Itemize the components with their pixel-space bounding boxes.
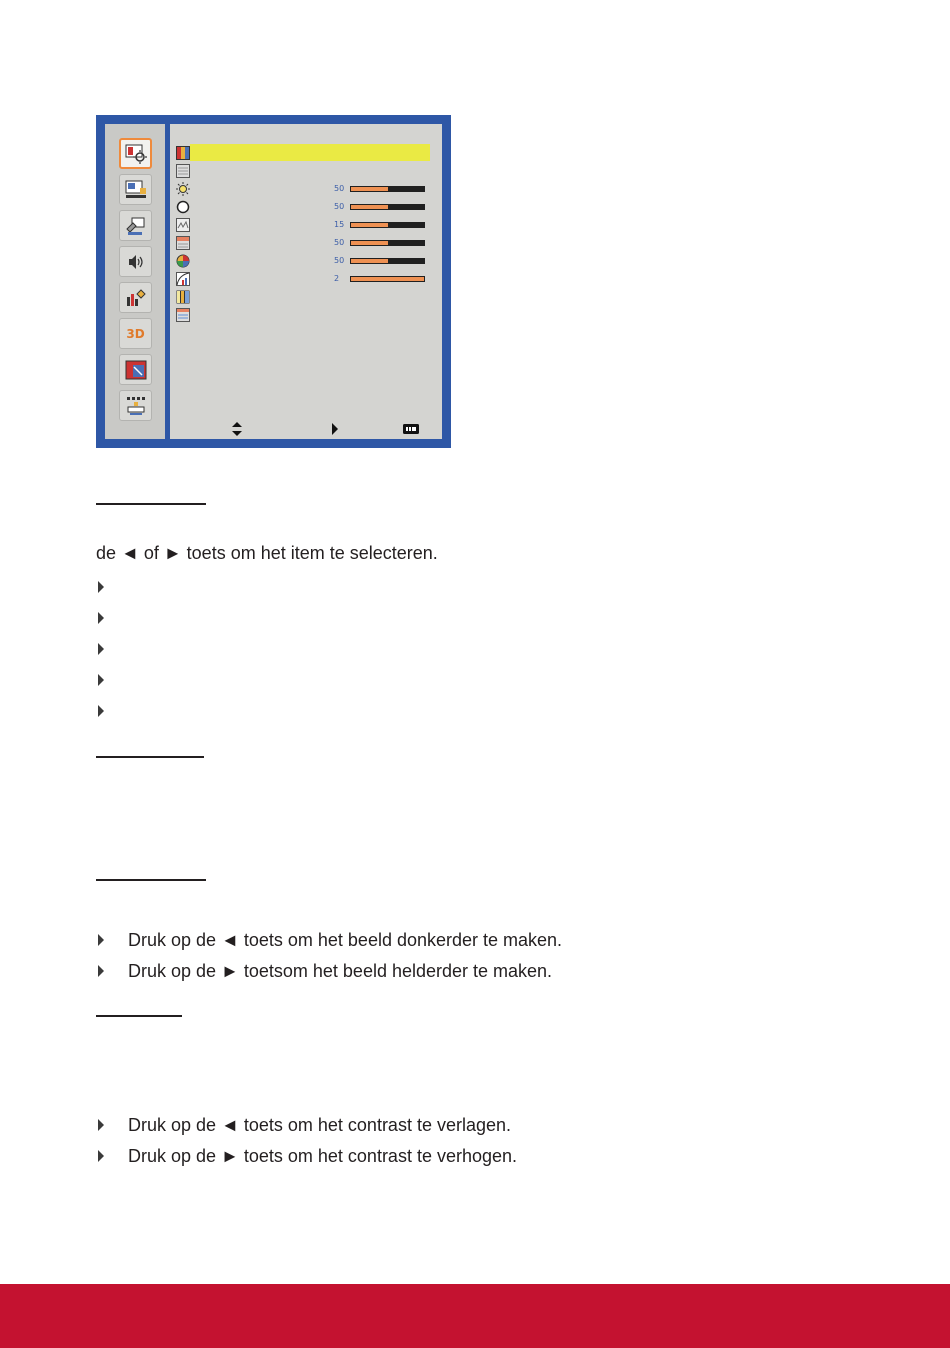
bullet-arrow-icon — [98, 643, 104, 655]
network-tab-icon[interactable] — [119, 390, 152, 421]
brightness-decrease-text: Druk op de ◄ toets om het beeld donkerder te maken. — [128, 930, 563, 950]
color-space-icon[interactable] — [176, 308, 190, 322]
contrast-slider-fill — [351, 205, 388, 209]
color-temp-icon[interactable] — [176, 290, 190, 304]
brightness-slider-fill — [351, 187, 388, 191]
bullet-arrow-icon — [98, 581, 104, 593]
bullet-arrow-icon — [98, 1150, 104, 1162]
saturation-value: 50 — [334, 238, 345, 247]
saturation-slider[interactable] — [350, 240, 425, 246]
osd-picture-menu — [170, 124, 442, 439]
contrast-value: 50 — [334, 202, 345, 211]
osd-tab-sidebar — [105, 124, 165, 439]
display-tab-icon[interactable] — [119, 174, 152, 205]
contrast-slider[interactable] — [350, 204, 425, 210]
brightness-value: 50 — [334, 184, 345, 193]
3d-tab-icon[interactable] — [119, 318, 152, 349]
bullet-arrow-icon — [98, 674, 104, 686]
selected-row-highlight — [190, 144, 430, 161]
section-heading-underline — [96, 756, 204, 758]
sharpness-slider[interactable] — [350, 222, 425, 228]
brightness-icon[interactable] — [176, 182, 190, 196]
saturation-icon[interactable] — [176, 236, 190, 250]
bullet-arrow-icon — [98, 934, 104, 946]
gamma-slider[interactable] — [350, 276, 425, 282]
sharpness-slider-fill — [351, 223, 388, 227]
bullet-arrow-icon — [98, 612, 104, 624]
picture-in-picture-tab-icon[interactable] — [119, 354, 152, 385]
brightness-increase-text: Druk op de ► toetsom het beeld helderder te maken. — [128, 961, 553, 981]
saturation-slider-fill — [351, 241, 388, 245]
gamma-icon[interactable] — [176, 272, 190, 286]
right-arrow-icon — [331, 423, 339, 435]
menu-button-icon — [403, 423, 419, 435]
gamma-value: 2 — [334, 274, 340, 283]
audio-tab-icon[interactable] — [119, 246, 152, 277]
contrast-decrease-text: Druk op de ◄ toets om het contrast te verlagen. — [128, 1115, 512, 1135]
up-down-arrows-icon — [231, 423, 243, 435]
wall-color-icon[interactable] — [176, 164, 190, 178]
footer-color-band — [0, 1284, 950, 1348]
tint-icon[interactable] — [176, 254, 190, 268]
bullet-arrow-icon — [98, 965, 104, 977]
gamma-slider-fill — [351, 277, 424, 281]
contrast-icon[interactable] — [176, 200, 190, 214]
setup-tab-icon[interactable] — [119, 210, 152, 241]
tint-slider-fill — [351, 259, 388, 263]
section-heading-underline — [96, 503, 206, 505]
contrast-increase-text: Druk op de ► toets om het contrast te verhogen. — [128, 1146, 518, 1166]
section-heading-underline — [96, 879, 206, 881]
bullet-arrow-icon — [98, 1119, 104, 1131]
bullet-arrow-icon — [98, 705, 104, 717]
tint-value: 50 — [334, 256, 345, 265]
picture-tab-icon[interactable] — [119, 138, 152, 169]
tint-slider[interactable] — [350, 258, 425, 264]
osd-menu-screenshot — [96, 115, 451, 448]
advanced-tab-icon[interactable] — [119, 282, 152, 313]
select-instruction: de ◄ of ► toets om het item te selecteren. — [96, 543, 438, 563]
section-heading-underline — [96, 1015, 182, 1017]
color-mode-icon[interactable] — [176, 146, 190, 160]
3d-tab-label: 3D — [126, 326, 145, 341]
brightness-slider[interactable] — [350, 186, 425, 192]
sharpness-icon[interactable] — [176, 218, 190, 232]
sharpness-value: 15 — [334, 220, 345, 229]
